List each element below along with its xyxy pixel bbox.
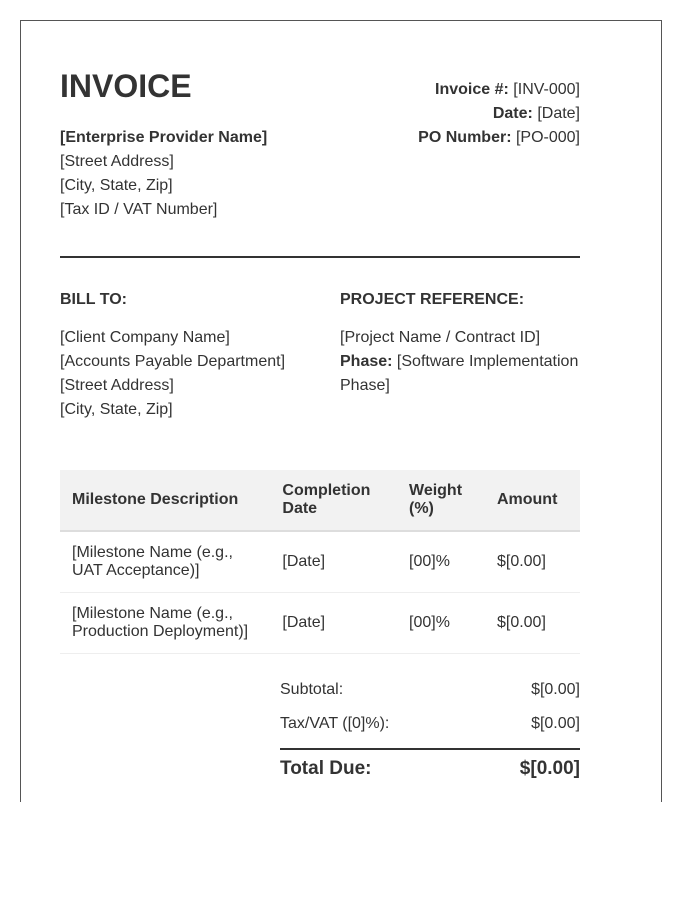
milestone-date: [Date] [270,531,397,593]
provider-tax-id: [Tax ID / VAT Number] [60,201,218,218]
tax-row [280,712,580,746]
milestone-amount: $[0.00] [485,593,580,654]
invoice-date-line [418,102,580,126]
subtotal-value: $[0.00] [531,681,580,698]
header-completion-date: Completion Date [270,470,397,531]
bill-to-heading: BILL TO: [60,291,127,308]
milestone-weight: [00]% [397,593,485,654]
total-due-row [280,756,580,786]
header-amount: Amount [485,470,580,531]
totals-divider [280,748,580,750]
header-weight: Weight (%) [397,470,485,531]
table-row [60,531,580,593]
milestone-weight: [00]% [397,531,485,593]
invoice-title: INVOICE [60,68,192,104]
header-divider [60,256,580,258]
invoice-date-label: Date: [492,105,533,122]
project-phase [340,350,585,398]
milestone-date: [Date] [270,593,397,654]
phase-label: Phase: [340,353,393,370]
provider-block [60,126,267,222]
bill-to-block [60,290,310,422]
totals-section [280,678,580,786]
milestone-amount: $[0.00] [485,531,580,593]
invoice-number-line [418,78,580,102]
po-number-label: PO Number: [418,129,512,146]
provider-street: [Street Address] [60,153,174,170]
table-row [60,593,580,654]
provider-name: [Enterprise Provider Name] [60,129,268,146]
invoice-number-label: Invoice #: [435,81,509,98]
subtotal-label: Subtotal: [280,681,344,698]
table-header-row [60,470,580,531]
subtotal-row [280,678,580,712]
client-department: [Accounts Payable Department] [60,353,286,370]
invoice-number-value: [INV-000] [513,81,580,98]
po-number-line [418,126,580,150]
milestone-table [60,470,580,654]
project-reference-block [340,290,585,398]
total-due-label: Total Due: [280,758,372,779]
client-city: [City, State, Zip] [60,401,173,418]
tax-label: Tax/VAT ([0]%): [280,715,390,732]
po-number-value: [PO-000] [515,129,580,146]
project-reference-heading: PROJECT REFERENCE: [340,291,525,308]
tax-value: $[0.00] [531,715,580,732]
client-company: [Client Company Name] [60,329,230,346]
project-name: [Project Name / Contract ID] [340,329,541,346]
milestone-description: [Milestone Name (e.g., UAT Acceptance)] [60,531,270,593]
invoice-meta [418,78,580,150]
header-milestone-description: Milestone Description [60,470,270,531]
phase-value: [Software Implementation Phase] [340,353,579,394]
milestone-description: [Milestone Name (e.g., Production Deployment)] [60,593,270,654]
invoice-header [60,68,580,220]
client-street: [Street Address] [60,377,174,394]
total-due-value: $[0.00] [519,758,580,779]
provider-city: [City, State, Zip] [60,177,173,194]
invoice-date-value: [Date] [537,105,580,122]
